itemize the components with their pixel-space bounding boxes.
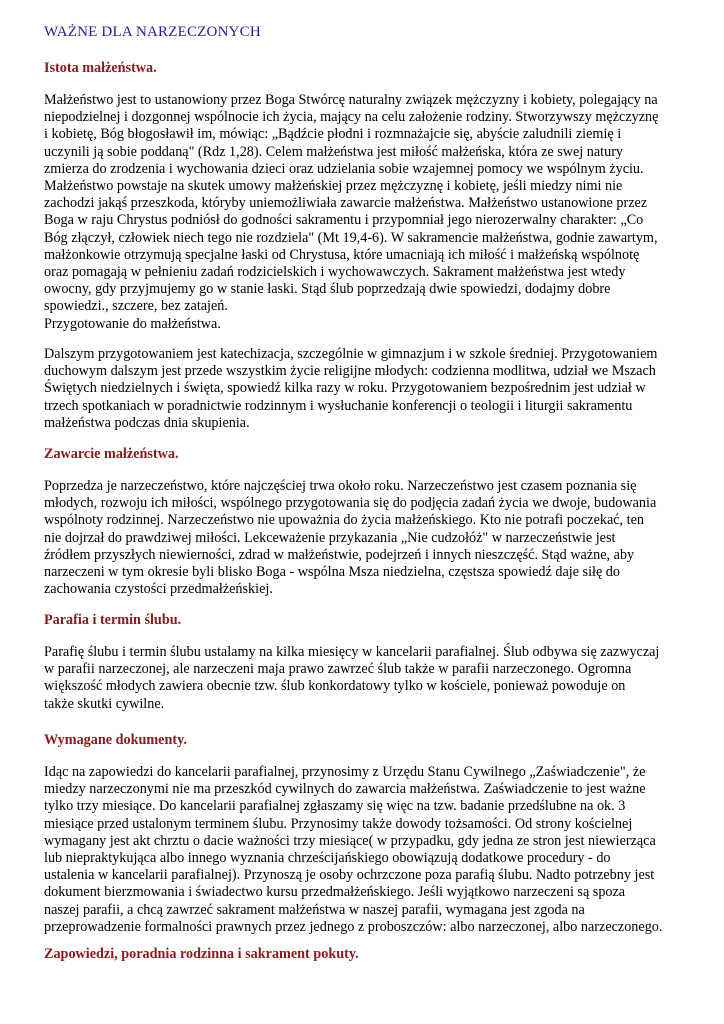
section-heading: Istota małżeństwa. — [44, 60, 157, 76]
section-heading: Parafia i termin ślubu. — [44, 612, 182, 628]
document-title-text: WAŻNE DLA NARZECZONYCH — [44, 24, 261, 40]
paragraph: Idąc na zapowiedzi do kancelarii parafialnej, przynosimy z Urzędu Stanu Cywilnego „Zaświadczenie", że miedzy narzeczonymi nie ma przeszkód cywilnych do zawarcia małżeństwa. Zaświadczenie to jest ważne tylko trzy miesiące. Do kancelarii parafialnej zgłaszamy się więc na tzw. badanie przedślubne na ok. 3 miesiące przed ustalonym terminem ślubu. Przynosimy także dowody tożsamości. Od strony kościelnej wymagany jest akt chrztu o dacie ważności trzy miesiące( w przypadku, gdy jedna ze stron jest niewierząca lub niepraktykująca albo innego wyznania chrześcijańskiego obowiązują dodatkowe procedury - do ustalenia w kancelarii parafialnej). Przynoszą je osoby ochrzczone poza parafią ślubu. Nadto potrzebny jest dokument bierzmowania i świadectwo kursu przedmałżeńskiego. Jeśli wyjątkowo narzeczeni są spoza naszej parafii, a chcą zawrzeć sakrament małżeństwa w naszej parafii, wymagana jest zgoda na przeprowadzenie formalności prawnych przez jednego z proboszczów: albo narzeczonej, albo narzeczonego. — [44, 764, 663, 935]
section-heading: Zapowiedzi, poradnia rodzinna i sakrament pokuty. — [44, 946, 359, 962]
section-heading: Wymagane dokumenty. — [44, 732, 187, 748]
paragraph: Poprzedza je narzeczeństwo, które najczęściej trwa około roku. Narzeczeństwo jest czasem poznania się młodych, rozwoju ich miłości, wspólnego przygotowania się do podjęcia zadań życia we dwoje, budowania wspólnoty rodzinnej. Narzeczeństwo nie upoważnia do życia małżeńskiego. Kto nie potrafi poczekać, ten nie dojrzał do prawdziwej miłości. Lekceważenie przykazania „Nie cudzołóż" w narzeczeństwie jest źródłem przyszłych niewierności, zdrad w małżeństwie, podejrzeń i innych nieszczęść. Stąd ważne, aby narzeczeni w tym okresie byli blisko Boga - wspólna Msza niedzielna, częstsza spowiedź daje siłę do zachowania czystości przedmałżeńskiej. — [44, 478, 657, 598]
document-title — [44, 24, 261, 41]
section-heading: Zawarcie małżeństwa. — [44, 446, 179, 462]
paragraph: Małżeństwo jest to ustanowiony przez Boga Stwórcę naturalny związek mężczyzny i kobiety, polegający na niepodzielnej i dozgonnej wspólnocie ich życia, mający na celu założenie rodziny. Stworzywszy mężczyznę i kobietę, Bóg błogosławił im, mówiąc: „Bądźcie płodni i rozmnażajcie się, abyście zaludnili ziemię i uczynili ją sobie poddaną" (Rdz 1,28). Celem małżeństwa jest miłość małżeńska, która ze swej natury zmierza do zrodzenia i wychowania dzieci oraz udzielania sobie wzajemnej pomocy we wspólnym życiu. Małżeństwo powstaje na skutek umowy małżeńskiej przez mężczyznę i kobietę, jeśli miedzy nimi nie zachodzi jakąś przeszkoda, któryby uniemożliwiała zawarcie małżeństwa. Małżeństwo ustanowione przez Boga w raju Chrystus podniósł do godności sakramentu i przypomniał jego nierozerwalny charakter: „Co Bóg złączył, człowiek niech tego nie rozdziela" (Mt 19,4-6). W sakramencie małżeństwa, godnie zawartym, małżonkowie otrzymują specjalne łaski od Chrystusa, które umacniają ich miłość i małżeńską wspólnotę oraz pomagają w pełnieniu zadań rodzicielskich i wychowawczych. Sakrament małżeństwa jest wtedy owocny, gdy przyjmujemy go w stanie łaski. Stąd ślub poprzedzają dwie spowiedzi, dodajmy dobre spowiedzi., szczere, bez zatajeń. Przygotowanie do małżeństwa. — [44, 92, 659, 332]
paragraph: Dalszym przygotowaniem jest katechizacja, szczególnie w gimnazjum i w szkole średniej. Przygotowaniem duchowym dalszym jest przede wszystkim życie religijne młodych: codzienna modlitwa, udział we Mszach Świętych niedzielnych i święta, spowiedź kilka razy w roku. Przygotowaniem bezpośrednim jest udział w trzech spotkaniach w poradnictwie rodzinnym i wysłuchanie konferencji o teologii i liturgii sakramentu małżeństwa podczas dnia skupienia. — [44, 346, 658, 431]
paragraph: Parafię ślubu i termin ślubu ustalamy na kilka miesięcy w kancelarii parafialnej. Ślub odbywa się zazwyczaj w parafii narzeczonej, ale narzeczeni maja prawo zawrzeć ślub także w parafii narzeczonego. Ogromna większość młodych zawiera obecnie tzw. ślub konkordatowy tylko w kościele, ponieważ powoduje on także skutki cywilne. — [44, 644, 660, 712]
